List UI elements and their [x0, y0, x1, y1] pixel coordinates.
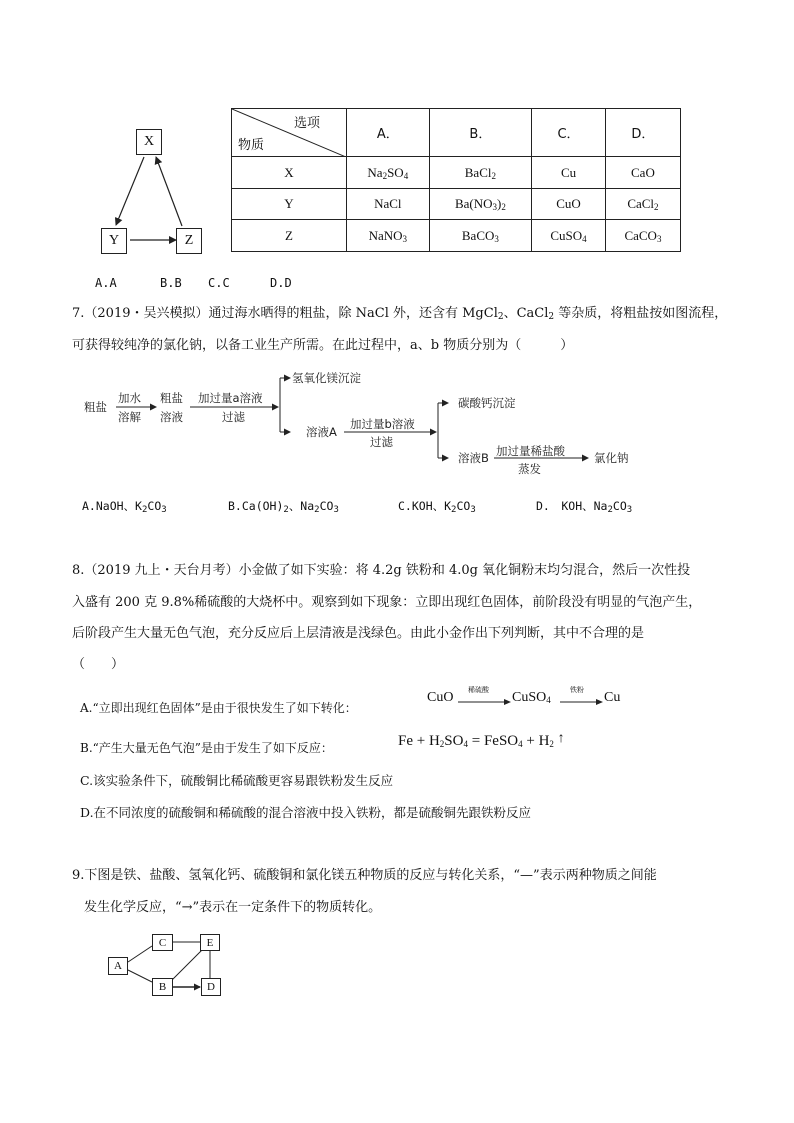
flow-step3-bottom: 过滤: [370, 435, 393, 449]
q9-node-e: E: [200, 934, 220, 951]
flow-step1-top: 加水: [118, 391, 141, 405]
flow-step2-bottom: 过滤: [222, 410, 245, 424]
reaction-arrow-1: [458, 696, 512, 706]
flow-step4-bottom: 蒸发: [518, 462, 541, 476]
arrow1-label: 稀硫酸: [468, 686, 489, 694]
q8-stem-line3: 后阶段产生大量无色气泡，充分反应后上层清液是浅绿色。由此小金作出下列判断，其中不合理的是: [72, 626, 645, 641]
q9-stem-line1: 9.下图是铁、盐酸、氢氧化钙、硫酸铜和氯化镁五种物质的反应与转化关系，“—”表示两种物质之间能: [72, 868, 657, 883]
table-cell: Cu: [532, 157, 606, 189]
q8-option-b-formula: [398, 733, 565, 750]
flow-step2-top: 加过量a溶液: [198, 391, 263, 405]
q8-option-c[interactable]: C.该实验条件下，硫酸铜比稀硫酸更容易跟铁粉发生反应: [80, 773, 394, 788]
q6-choice-d[interactable]: D.D: [270, 276, 292, 290]
q9-node-c: C: [152, 934, 173, 951]
flow-step4-top: 加过量稀盐酸: [496, 444, 565, 458]
header-substance: 物质: [238, 138, 265, 153]
table-cell: CaO: [605, 157, 680, 189]
formula-cuo: CuO: [427, 690, 454, 705]
node-z: Z: [176, 228, 202, 254]
header-option: 选项: [293, 116, 320, 131]
q6-choice-c[interactable]: C.C: [208, 276, 230, 290]
table-cell: BaCO$_3$: [429, 220, 532, 252]
col-header: B．: [429, 109, 532, 157]
formula-cu: Cu: [604, 690, 621, 705]
flow-nacl: 氯化钠: [594, 451, 629, 465]
table-corner-cell: [232, 109, 347, 157]
table-cell: $Na_2SO_4$: [347, 157, 430, 189]
table-cell: CuO: [532, 189, 606, 220]
node-y: Y: [101, 228, 127, 254]
q6-choice-b[interactable]: B.B: [160, 276, 182, 290]
formula-cuso4: CuSO$_4$: [512, 690, 551, 705]
table-cell: NaNO$_3$: [347, 220, 430, 252]
q8-stem-line1: 8.（2019 九上・天台月考）小金做了如下实验：将 4.2g 铁粉和 4.0g 氧化铜粉末均匀混合，然后一次性投: [72, 563, 691, 578]
q9-node-a: A: [108, 957, 128, 975]
q9-node-d: D: [201, 978, 221, 996]
flow-crude-salt: 粗盐: [84, 400, 107, 414]
q8-stem-line4: （ ）: [72, 657, 125, 672]
col-header: A．: [347, 109, 430, 157]
q7-stem-line2: 可获得较纯净的氯化钠，以备工业生产所需。在此过程中，a、b 物质分别为（ ）: [72, 338, 574, 353]
q8-stem-line2: 入盛有 200 克 9.8%稀硫酸的大烧杯中。观察到如下现象：立即出现红色固体，前阶段没有明显的气泡产生，: [72, 595, 702, 610]
flow-sol-bottom: 溶液: [160, 410, 183, 424]
flow-caco3-precipitate: 碳酸钙沉淀: [458, 396, 516, 410]
flow-solution-b: 溶液B: [458, 451, 489, 465]
row-label: X: [232, 157, 347, 189]
q9-stem-line2: 发生化学反应，“→”表示在一定条件下的物质转化。: [84, 900, 382, 915]
options-table: [231, 108, 681, 252]
row-label: Y: [232, 189, 347, 220]
q7-choice-b[interactable]: $B.Ca(OH)_2$、$Na_2CO_3$: [228, 499, 339, 515]
table-cell: CaCO$_3$: [605, 220, 680, 252]
table-row: [232, 220, 681, 252]
table-row: [232, 189, 681, 220]
q8-option-d[interactable]: D.在不同浓度的硫酸铜和稀硫酸的混合溶液中投入铁粉，都是硫酸铜先跟铁粉反应: [80, 805, 532, 820]
q7-choice-a[interactable]: A.NaOH、$K_2CO_3$: [82, 499, 167, 515]
gas-up-arrow-icon: ↑: [557, 731, 565, 746]
q8-option-a[interactable]: A.“立即出现红色固体”是由于很快发生了如下转化：: [80, 701, 357, 715]
flow-sol-top: 粗盐: [160, 391, 183, 405]
q7-choice-c[interactable]: C.KOH、$K_2CO_3$: [398, 499, 476, 515]
table-cell: $Ba(NO_3)_2$: [429, 189, 532, 220]
table-cell: CaCl$_2$: [605, 189, 680, 220]
q8-option-b[interactable]: B.“产生大量无色气泡”是由于发生了如下反应：: [80, 741, 333, 755]
table-cell: CuSO$_4$: [532, 220, 606, 252]
col-header: C．: [532, 109, 606, 157]
q8-option-a-formula: [427, 688, 627, 712]
q7-choice-d[interactable]: D. KOH、$Na_2CO_3$: [536, 499, 633, 515]
col-header: D．: [605, 109, 680, 157]
q9-node-b: B: [152, 978, 173, 996]
table-row: [232, 157, 681, 189]
reaction-arrow-2: [560, 696, 604, 706]
flow-step1-bottom: 溶解: [118, 410, 141, 424]
flow-step3-top: 加过量b溶液: [350, 417, 415, 431]
flow-mgoh-precipitate: 氢氧化镁沉淀: [292, 371, 361, 385]
flow-solution-a: 溶液A: [306, 425, 337, 439]
row-label: Z: [232, 220, 347, 252]
table-cell: NaCl: [347, 189, 430, 220]
q7-stem-line1: 7.（2019・吴兴模拟）通过海水晒得的粗盐，除 NaCl 外，还含有 MgCl$_2$、CaCl$_2$ 等杂质，将粗盐按如图流程，: [72, 306, 728, 322]
q6-choice-a[interactable]: A.A: [95, 276, 117, 290]
table-cell: BaCl$_2$: [429, 157, 532, 189]
formula-iron-reaction: $Fe + H_2SO_4$ = FeSO$_4$ + $H_2$: [398, 733, 554, 749]
node-x: X: [136, 129, 162, 155]
arrow2-label: 铁粉: [570, 686, 584, 694]
